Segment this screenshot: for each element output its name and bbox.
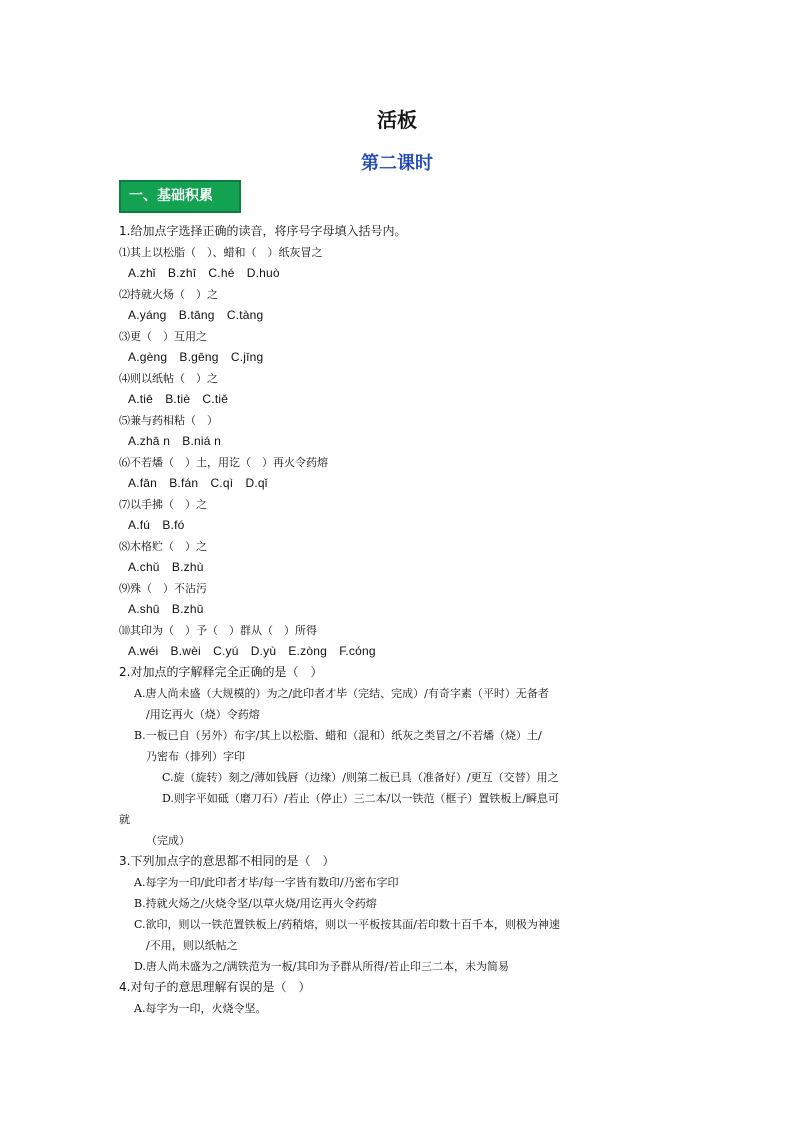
question-text: A.每字为一印/此印者才毕/每一字皆有数印/乃密布字印	[134, 876, 399, 889]
question-text: 就	[119, 813, 130, 826]
question-text: C.欲印，则以一铁范置铁板上/药稍熔，则以一平板按其面/若印数十百千本，则极为神速	[134, 918, 560, 931]
question-stem: 2.对加点的字解释完全正确的是（ ）	[119, 665, 323, 679]
lesson-subtitle: 第二课时	[361, 153, 433, 174]
question-text: A.唐人尚未盛（大规模的）为之/此印者才毕（完结、完成）/有奇字素（平时）无备者	[134, 687, 549, 700]
question-text: ⑵持就火炀（ ）之	[119, 288, 218, 301]
question-text: D.则字平如砥（磨刀石）/若止（停止）三二本/以一铁范（框子）置铁板上/瞬息可	[162, 792, 560, 805]
question-stem: 4.对句子的意思理解有误的是（ ）	[119, 980, 311, 994]
answer-options: A.zhǐ B.zhī C.hé D.huò	[128, 266, 280, 280]
question-text: ⑷则以纸帖（ ）之	[119, 372, 218, 385]
question-text: ⑴其上以松脂（ ）、蜡和（ ）纸灰冒之	[119, 246, 323, 259]
question-text: ⑼殊（ ）不沾污	[119, 582, 207, 595]
question-text: A.每字为一印，火烧令坚。	[134, 1002, 267, 1015]
question-text: （完成）	[146, 834, 190, 847]
answer-options: A.gèng B.gēng C.jīng	[128, 350, 264, 364]
answer-options: A.tiē B.tiè C.tiě	[128, 392, 229, 406]
question-text: D.唐人尚未盛为之/满铁范为一板/其印为予群从所得/若止印三二本，未为简易	[134, 960, 510, 973]
answer-options: A.zhā n B.niá n	[128, 434, 222, 448]
question-text: ⑽其印为（ ）予（ ）群从（ ）所得	[119, 624, 317, 637]
answer-options: A.fān B.fán C.qì D.qǐ	[128, 476, 268, 490]
answer-options: A.shū B.zhū	[128, 602, 204, 616]
question-text: 乃密布（排列）字印	[146, 750, 245, 763]
question-text: /不用，则以纸帖之	[146, 939, 238, 952]
answer-options: A.fú B.fó	[128, 518, 185, 532]
question-text: B.一板已自（另外）布字/其上以松脂、蜡和（混和）纸灰之类冒之/不若燔（烧）土/	[134, 729, 542, 742]
question-text: B.持就火炀之/火烧令坚/以草火烧/用讫再火令药熔	[134, 897, 377, 910]
question-text: ⑹不若燔（ ）土，用讫（ ）再火令药熔	[119, 456, 328, 469]
answer-options: A.wéi B.wèi C.yú D.yù E.zòng F.cóng	[128, 644, 376, 658]
answer-options: A.yáng B.tāng C.tàng	[128, 308, 264, 322]
page-title: 活板	[377, 108, 417, 132]
question-text: ⑺以手拂（ ）之	[119, 498, 207, 511]
answer-options: A.chǔ B.zhù	[128, 560, 204, 574]
question-text: ⑸兼与药相粘（ ）	[119, 414, 218, 427]
question-text: ⑶更（ ）互用之	[119, 330, 207, 343]
question-stem: 3.下列加点字的意思都不相同的是（ ）	[119, 854, 335, 868]
question-stem: 1.给加点字选择正确的读音，将序号字母填入括号内。	[119, 224, 407, 238]
question-text: C.旋（旋转）刻之/薄如钱唇（边缘）/则第二板已具（准备好）/更互（交替）用之	[162, 771, 559, 784]
section-header-label: 一、基础积累	[129, 188, 213, 204]
question-text: ⑻木格贮（ ）之	[119, 540, 207, 553]
question-text: /用讫再火（烧）令药熔	[146, 708, 260, 721]
